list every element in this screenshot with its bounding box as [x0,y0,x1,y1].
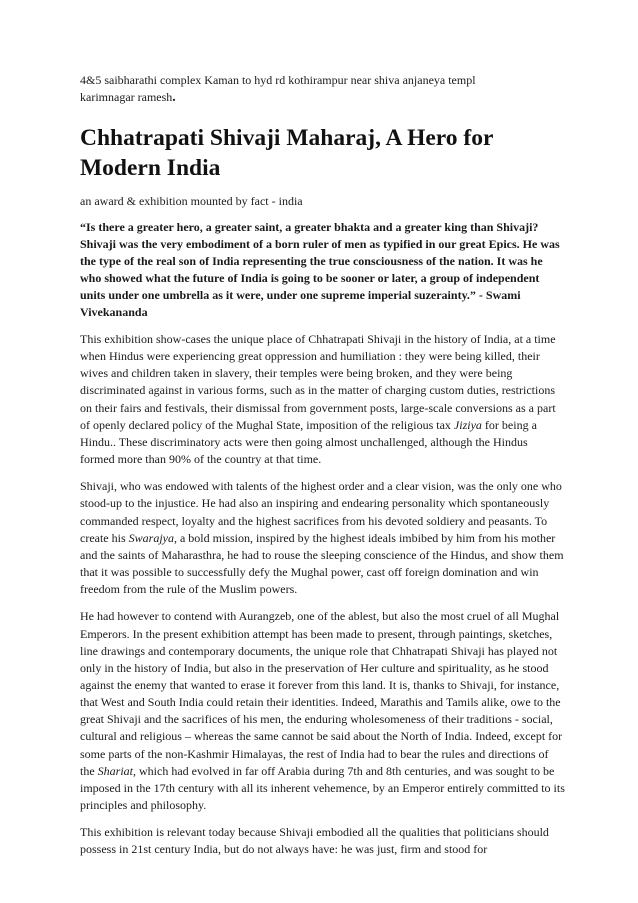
paragraph-2-text-a: Shivaji, who was endowed with talents of the highest order and a clear vision, was the only one who stood-up to the injustice. He had also an inspiring and endearing personality which spontaneously commanded respect, loyalty and the highest sacrifices from his devoted soldiery and peasants. To create his [80,479,562,545]
paragraph-1-italic: Jiziya [453,417,482,432]
paragraph-3-italic: Shariat [97,763,134,778]
document-page [80,72,565,859]
address-line-1: 4&5 saibharathi complex Kaman to hyd rd kothirampur near shiva anjaneya templ [80,73,476,87]
paragraph-3 [80,608,565,814]
paragraph-1-text-a: This exhibition show-cases the unique place of Chhatrapati Shivaji in the history of India, at a time when Hindus were experiencing great oppression and humiliation : they were being killed, their wives and children taken in slavery, their temples were being broken, and they were being discriminated against in various forms, such as in the matter of charging custom duties, restrictions on their fairs and festivals, their dismissal from government posts, large-scale conversions as a part of openly declared policy of the Mughal State, imposition of the religious tax [80,332,556,432]
page-subtitle: an award & exhibition mounted by fact - india [80,194,303,208]
paragraph-3-text-b: , which had evolved in far off Arabia during 7th and 8th centuries, and was sought to be imposed in the 17th century with all its inherent vehemence, by an Emperor entirely committed to its principles and philosophy. [80,763,565,813]
paragraph-2 [80,478,565,598]
vivekananda-quote: “Is there a greater hero, a greater saint, a greater bhakta and a greater king than Shivaji? Shivaji was the very embodiment of a born ruler of men as typified in our great Epics. He was the type of the real son of India representing the true consciousness of the nation. It was he who showed what the future of India is going to be sooner or later, a group of independent units under one umbrella as it were, under one supreme imperial suzerainty.” - Swami Vivekananda [80,220,560,319]
paragraph-1 [80,331,565,468]
address-header [80,72,565,106]
paragraph-2-italic: Swarajya [128,530,174,545]
paragraph-1-text-b: for being a Hindu.. These discriminatory acts were then going almost unchallenged, although the Hindus formed more than 90% of the country at that time. [80,417,537,467]
paragraph-4: This exhibition is relevant today because Shivaji embodied all the qualities that politicians should possess in 21st century India, but do not always have: he was just, firm and stood for [80,825,549,857]
paragraph-2-text-b: , a bold mission, inspired by the highest ideals imbibed by him from his mother and the saints of Maharasthra, he had to rouse the sleeping conscience of the Hindus, and show them that it was possible to successfully defy the Mughal power, cast off foreign domination and win freedom from the rule of the Muslim powers. [80,530,564,597]
address-dot: . [172,90,176,105]
address-line-2: karimnagar ramesh [80,90,173,104]
page-title: Chhatrapati Shivaji Maharaj, A Hero for Modern India [80,125,493,181]
paragraph-3-text-a: He had however to contend with Aurangzeb, one of the ablest, but also the most cruel of all Mughal Emperors. In the present exhibition attempt has been made to present, through paintings, sketches, line drawings and contemporary documents, the unique role that Chhatrapati Shivaji has played not only in the history of India, but also in the preservation of Her culture and spirituality, as he stood against the enemy that wanted to erase it forever from this land. It is, thanks to Shivaji, for instance, that West and South India could retain their identities. Indeed, Marathis and Tamils alike, owe to the great Shivaji and the sacrifices of his men, the enduring wholesomeness of their traditions - social, cultural and religious – whereas the same cannot be said about the North of India. Indeed, except for some parts of the non-Kashmir Himalayas, the rest of India had to bear the rules and directions of the [80,609,563,778]
